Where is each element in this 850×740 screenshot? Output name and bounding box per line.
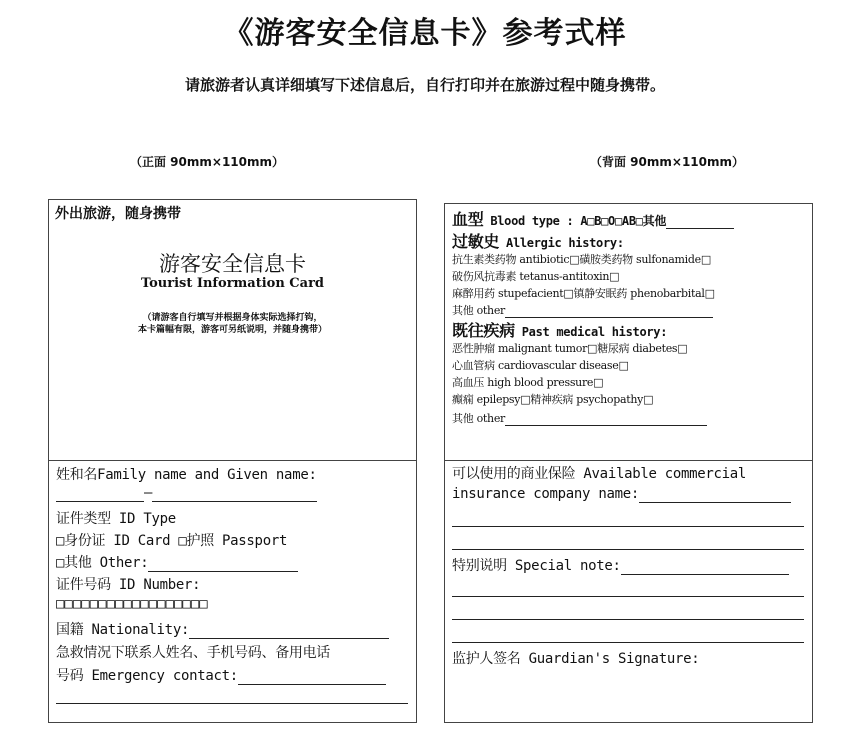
emergency-field[interactable]: 号码 Emergency contact: xyxy=(56,665,386,685)
special-note-line[interactable] xyxy=(452,596,804,597)
allergy-other-field[interactable]: 其他 other xyxy=(452,302,713,318)
page-title: 《游客安全信息卡》参考式样 xyxy=(223,16,627,51)
back-divider xyxy=(444,460,813,461)
name-label: 姓和名Family name and Given name: xyxy=(56,467,317,483)
instructions: 请旅游者认真详细填写下述信息后，自行打印并在旅游过程中随身携带。 xyxy=(184,76,665,94)
past-history-heading: 既往疾病 Past medical history: xyxy=(452,321,668,340)
insurance-line[interactable] xyxy=(452,526,804,527)
allergy-item[interactable]: 麻醉用药 stupefacient□镇静安眠药 phenobarbital□ xyxy=(452,287,715,300)
id-other-field[interactable]: □其他 Other: xyxy=(56,552,298,572)
special-note-line[interactable] xyxy=(452,642,804,643)
guardian-signature-label[interactable]: 监护人签名 Guardian's Signature: xyxy=(452,651,700,667)
name-field[interactable]: — xyxy=(56,485,317,502)
allergy-item[interactable]: 破伤风抗毒素 tetanus-antitoxin□ xyxy=(452,270,620,283)
nationality-field[interactable]: 国籍 Nationality: xyxy=(56,619,389,639)
insurance-field[interactable]: insurance company name: xyxy=(452,486,791,503)
card-title-cn: 游客安全信息卡 xyxy=(159,252,306,276)
front-divider xyxy=(48,460,417,461)
card-note-1: （请游客自行填写并根据身体实际选择打钩， xyxy=(142,313,323,323)
id-type-label: 证件类型 ID Type xyxy=(56,511,176,527)
back-size-label: （背面 90mm×110mm） xyxy=(590,155,744,169)
emergency-line[interactable] xyxy=(56,703,408,704)
card-title-en: Tourist Information Card xyxy=(140,276,325,291)
id-type-options[interactable]: □身份证 ID Card □护照 Passport xyxy=(56,533,288,549)
front-size-label: （正面 90mm×110mm） xyxy=(130,155,284,169)
past-item[interactable]: 恶性肿瘤 malignant tumor□糖尿病 diabetes□ xyxy=(452,342,688,355)
past-other-field[interactable]: 其他 other xyxy=(452,410,707,426)
emergency-label: 急救情况下联系人姓名、手机号码、备用电话 xyxy=(56,645,330,661)
blood-type[interactable]: 血型 Blood type : A□B□O□AB□其他 xyxy=(452,207,734,230)
past-item[interactable]: 高血压 high blood pressure□ xyxy=(452,376,604,389)
id-number-boxes[interactable]: □□□□□□□□□□□□□□□□□□ xyxy=(56,596,208,612)
card-note-2: 本卡篇幅有限，游客可另纸说明，并随身携带） xyxy=(137,325,327,335)
allergy-heading: 过敏史 Allergic history: xyxy=(452,232,624,251)
special-note-field[interactable]: 特别说明 Special note: xyxy=(452,555,789,575)
allergy-item[interactable]: 抗生素类药物 antibiotic□磺胺类药物 sulfonamide□ xyxy=(452,253,711,266)
insurance-line[interactable] xyxy=(452,549,804,550)
insurance-label: 可以使用的商业保险 Available commercial xyxy=(452,466,747,482)
special-note-line[interactable] xyxy=(452,619,804,620)
id-number-label: 证件号码 ID Number: xyxy=(56,577,201,593)
carry-note: 外出旅游，随身携带 xyxy=(55,206,181,222)
past-item[interactable]: 心血管病 cardiovascular disease□ xyxy=(452,359,629,372)
past-item[interactable]: 癫痫 epilepsy□精神疾病 psychopathy□ xyxy=(452,393,654,406)
